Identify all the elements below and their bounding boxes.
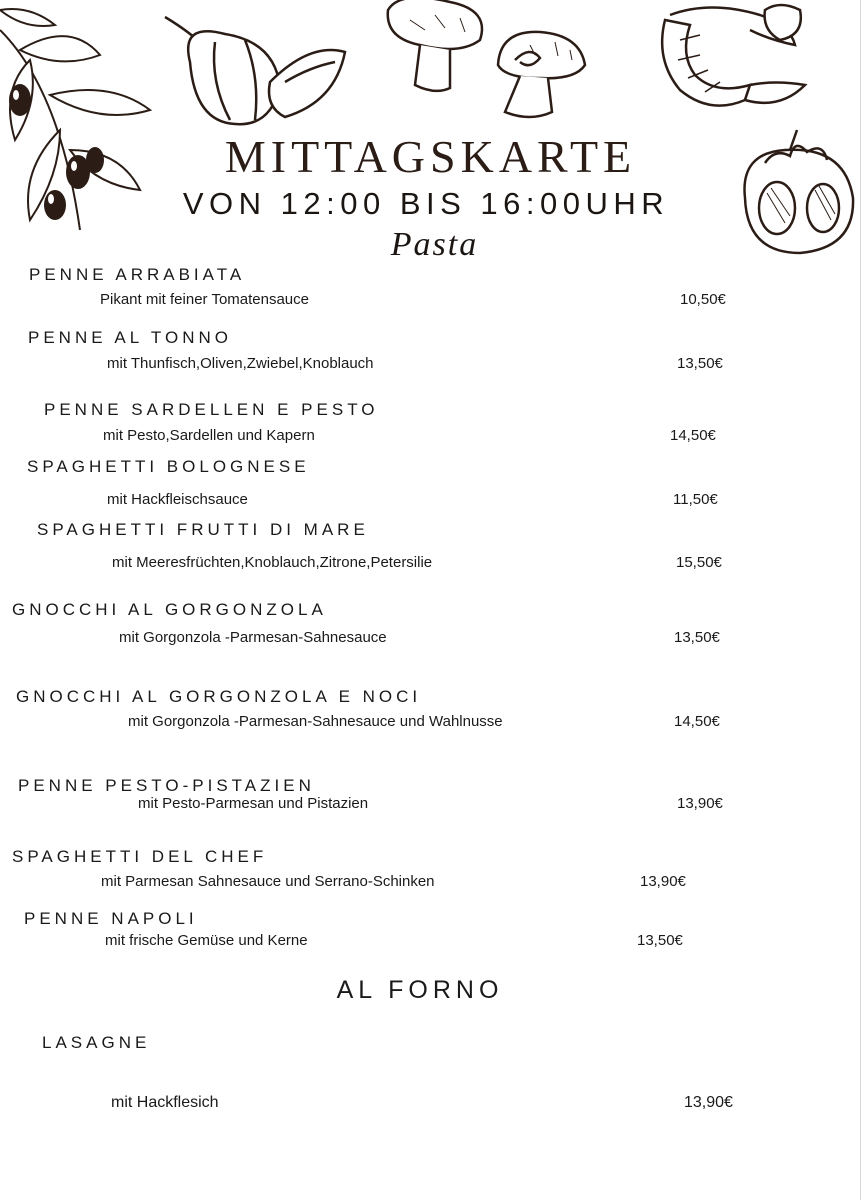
- menu-item-description: mit Pesto,Sardellen und Kapern: [103, 427, 315, 444]
- menu-item-description: mit Hackflesich: [111, 1094, 219, 1111]
- menu-item-name: SPAGHETTI FRUTTI DI MARE: [37, 520, 369, 539]
- menu-item-price: 13,50€: [674, 629, 720, 646]
- menu-item-price: 10,50€: [680, 291, 726, 308]
- menu-item-description: mit Pesto-Parmesan und Pistazien: [138, 795, 369, 812]
- section-title-al-forno: AL FORNO: [336, 976, 504, 1004]
- menu-item-price: 13,50€: [677, 355, 723, 372]
- menu-item-price: 11,50€: [673, 491, 718, 508]
- menu-item-price: 13,50€: [637, 932, 683, 949]
- page-title: MITTAGSKARTE: [224, 131, 637, 182]
- garlic-icon: [160, 12, 360, 132]
- menu-item-name: GNOCCHI AL GORGONZOLA: [12, 600, 327, 619]
- menu-item-description: mit Thunfisch,Oliven,Zwiebel,Knoblauch: [107, 355, 374, 372]
- menu-item-price: 15,50€: [676, 554, 722, 571]
- menu-item-name: PENNE SARDELLEN E PESTO: [44, 400, 379, 419]
- menu-item-name: LASAGNE: [42, 1033, 151, 1052]
- mushroom-icon: [380, 0, 610, 125]
- menu-item-name: PENNE NAPOLI: [24, 909, 198, 928]
- menu-item-name: PENNE AL TONNO: [28, 328, 233, 347]
- opening-hours: VON 12:00 BIS 16:00UHR: [182, 186, 670, 221]
- menu-item-name: SPAGHETTI DEL CHEF: [12, 847, 268, 866]
- menu-item-description: mit frische Gemüse und Kerne: [105, 932, 308, 949]
- menu-item-description: mit Gorgonzola -Parmesan-Sahnesauce und Wahlnusse: [128, 713, 503, 730]
- menu-item-description: mit Hackfleischsauce: [107, 491, 248, 508]
- menu-item-price: 13,90€: [640, 873, 686, 890]
- menu-item-name: PENNE ARRABIATA: [29, 265, 246, 284]
- menu-item-name: GNOCCHI AL GORGONZOLA E NOCI: [16, 687, 422, 706]
- menu-item-price: 14,50€: [674, 713, 720, 730]
- menu-item-name: SPAGHETTI BOLOGNESE: [27, 457, 310, 476]
- menu-item-description: Pikant mit feiner Tomatensauce: [100, 291, 309, 308]
- shrimp-icon: [650, 0, 820, 120]
- section-title-pasta: Pasta: [390, 226, 479, 263]
- menu-item-price: 14,50€: [670, 427, 716, 444]
- menu-item-description: mit Meeresfrüchten,Knoblauch,Zitrone,Petersilie: [112, 554, 433, 571]
- menu-item-description: mit Parmesan Sahnesauce und Serrano-Schinken: [101, 873, 435, 890]
- menu-item-price: 13,90€: [677, 795, 723, 812]
- menu-item-name: PENNE PESTO-PISTAZIEN: [18, 776, 315, 795]
- menu-item-description: mit Gorgonzola -Parmesan-Sahnesauce: [119, 629, 387, 646]
- menu-item-price: 13,90€: [684, 1094, 733, 1111]
